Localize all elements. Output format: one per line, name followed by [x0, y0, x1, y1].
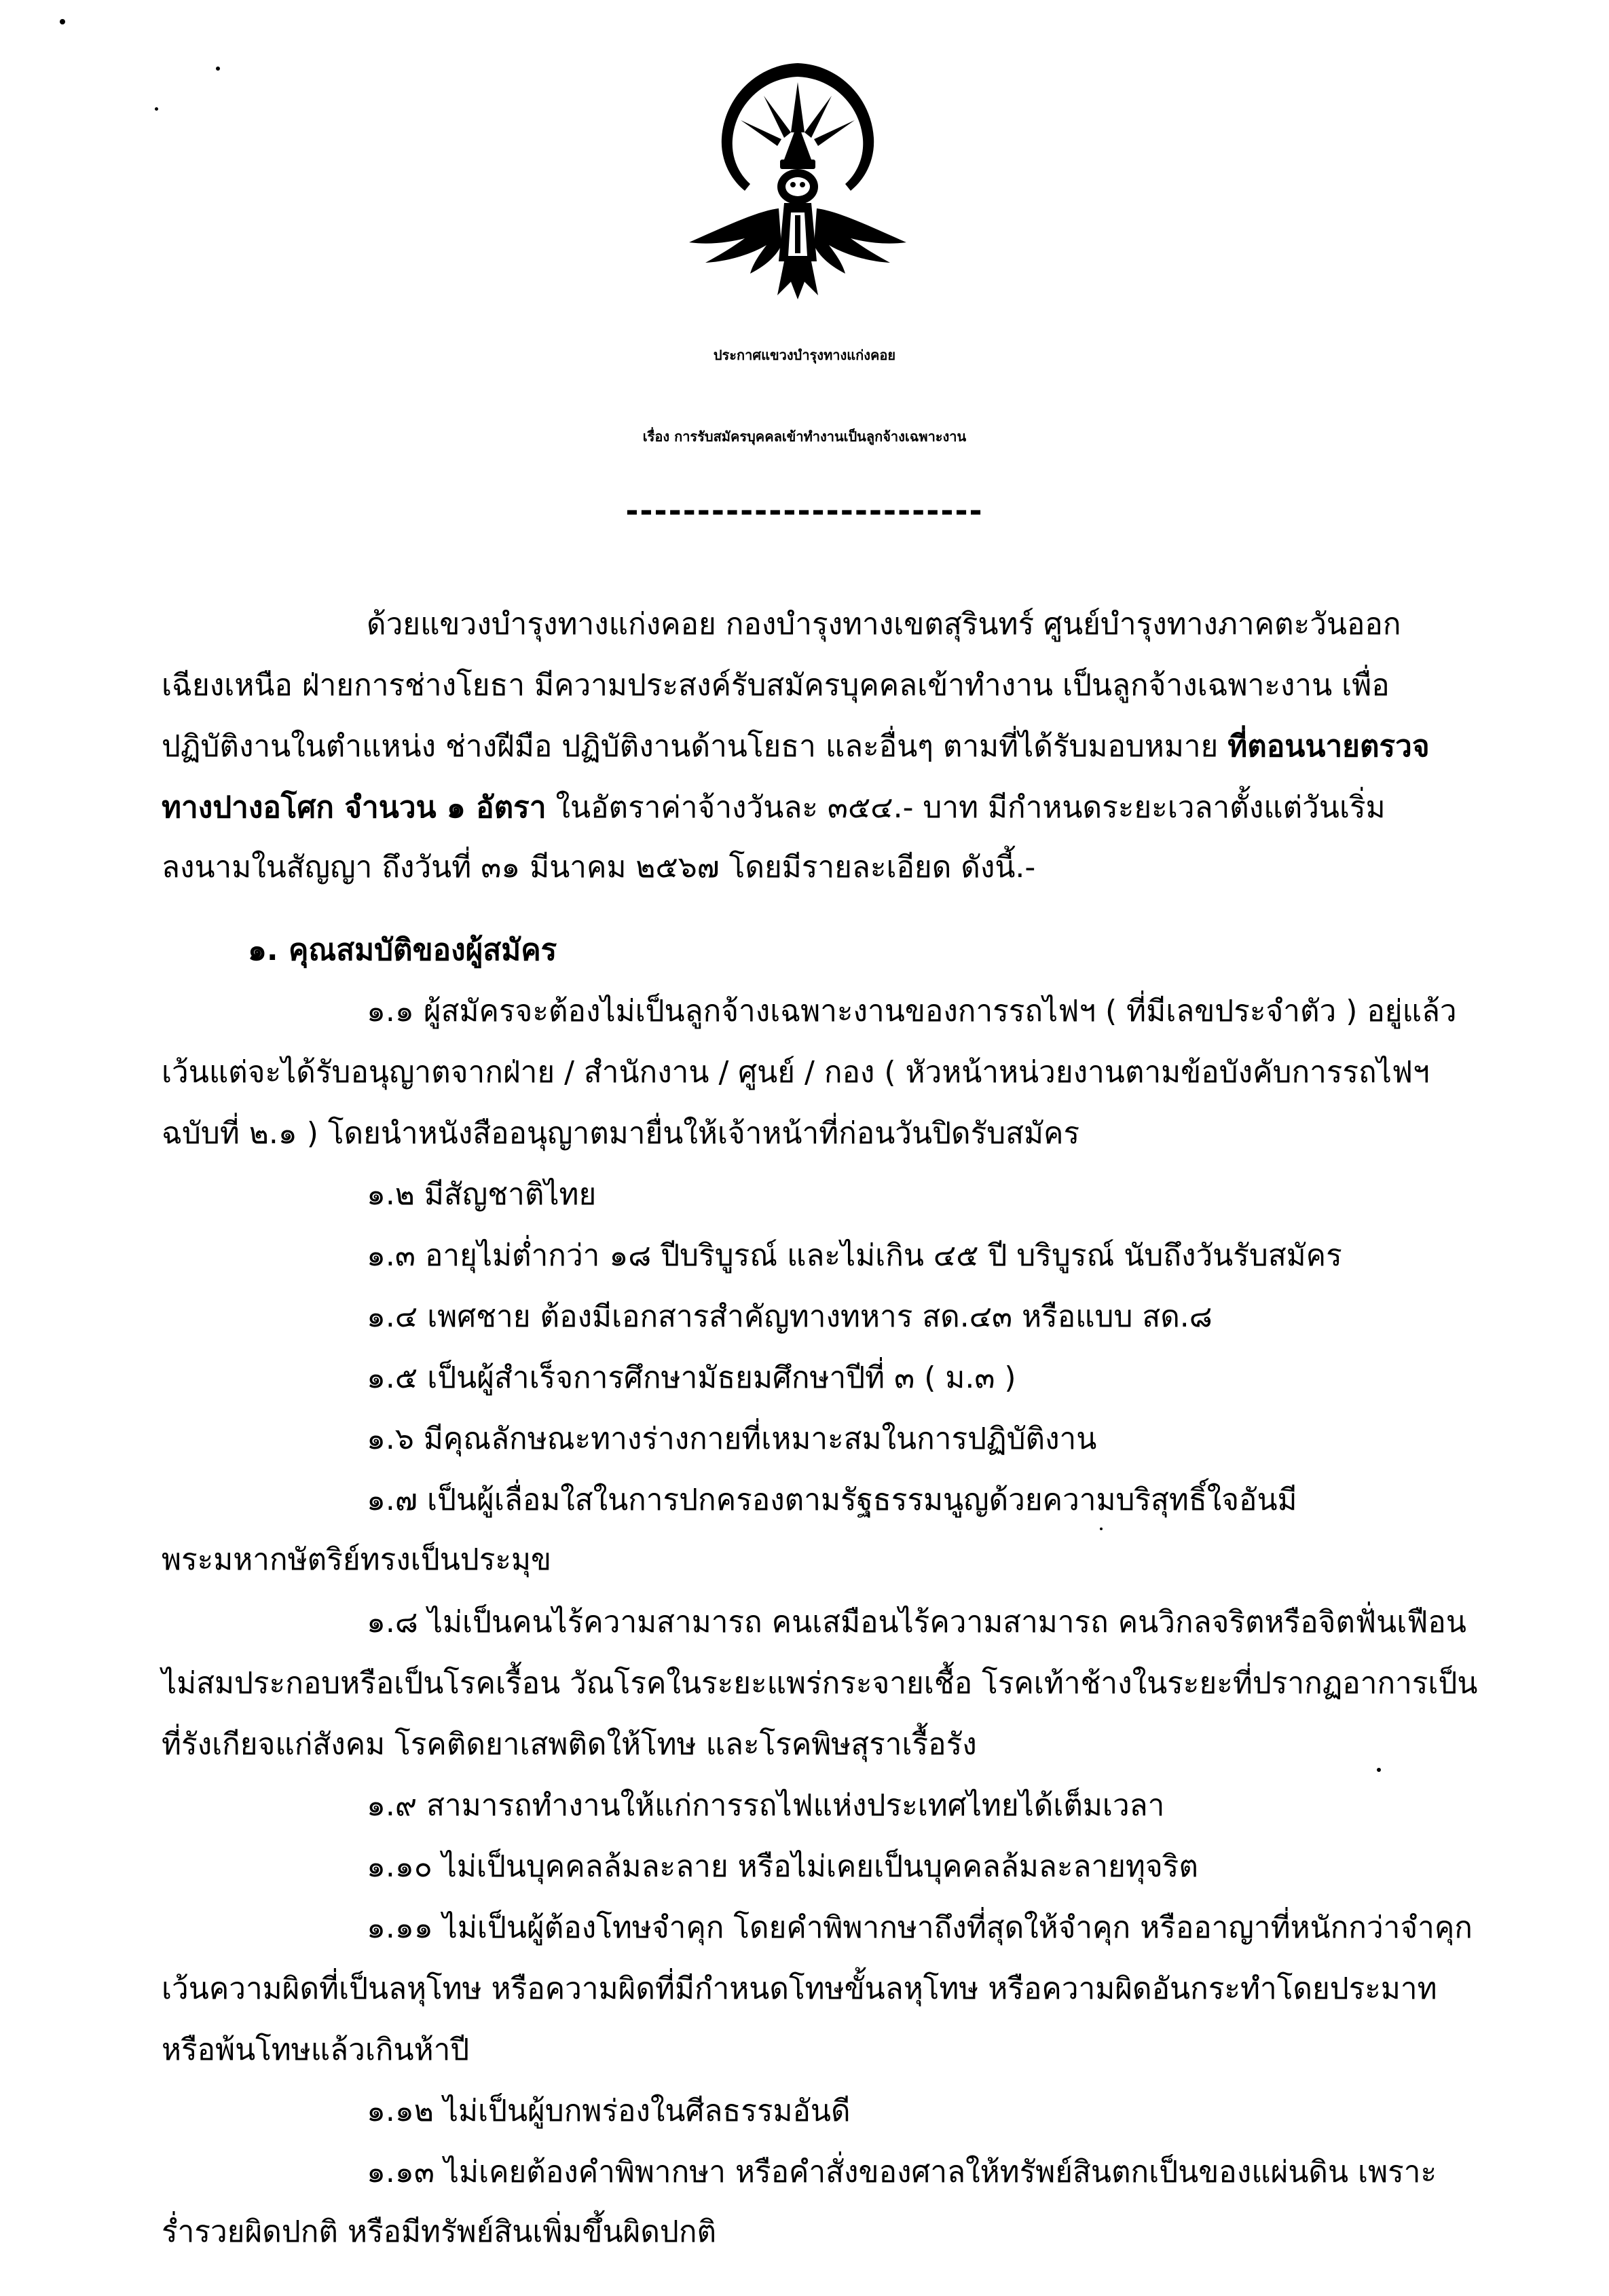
item-1-8-line-2: ไม่สมประกอบหรือเป็นโรคเรื้อน วัณโรคในระยะแพร่กระจายเชื้อ โรคเท้าช้างในระยะที่ปรากฏอาการเป็น	[162, 1666, 1478, 1701]
intro-line-3	[162, 726, 1430, 767]
item-1-1-line-1: ๑.๑ ผู้สมัครจะต้องไม่เป็นลูกจ้างเฉพาะงานของการรถไฟฯ ( ที่มีเลขประจำตัว ) อยู่แล้ว	[367, 994, 1457, 1029]
scan-speck	[1100, 1527, 1103, 1530]
item-1-9: ๑.๙ สามารถทำงานให้แก่การรถไฟแห่งประเทศไทยได้เต็มเวลา	[367, 1788, 1165, 1823]
state-railway-of-thailand-garuda-emblem-icon	[682, 58, 913, 302]
intro-line-2: เฉียงเหนือ ฝ่ายการช่างโยธา มีความประสงค์รับสมัครบุคคลเข้าทำงาน เป็นลูกจ้างเฉพาะงาน เพื่อ	[162, 668, 1390, 703]
item-1-8-line-1: ๑.๘ ไม่เป็นคนไร้ความสามารถ คนเสมือนไร้ความสามารถ คนวิกลจริตหรือจิตฟั่นเฟือน	[367, 1605, 1466, 1640]
item-1-13-line-2: ร่ำรวยผิดปกติ หรือมีทรัพย์สินเพิ่มขึ้นผิดปกติ	[162, 2215, 717, 2249]
item-1-7-line-2: พระมหากษัตริย์ทรงเป็นประมุข	[162, 1542, 552, 1577]
item-1-10: ๑.๑๐ ไม่เป็นบุคคลล้มละลาย หรือไม่เคยเป็นบุคคลล้มละลายทุจริต	[367, 1849, 1198, 1884]
intro-line-3-text: ปฏิบัติงานในตำแหน่ง ช่างฝีมือ ปฏิบัติงานด้านโยธา และอื่นๆ ตามที่ได้รับมอบหมาย	[162, 729, 1228, 764]
item-1-1-line-2: เว้นแต่จะได้รับอนุญาตจากฝ่าย / สำนักงาน / ศูนย์ / กอง ( หัวหน้าหน่วยงานตามข้อบังคับการรถไฟฯ	[162, 1055, 1430, 1090]
intro-line-4	[162, 788, 1386, 828]
position-count-bold-text: ทางปางอโศก จำนวน ๑ อัตรา	[162, 790, 547, 825]
section-1-heading: ๑. คุณสมบัติของผู้สมัคร	[248, 933, 557, 967]
item-1-8-line-3: ที่รังเกียจแก่สังคม โรคติดยาเสพติดให้โทษ และโรคพิษสุราเรื้อรัง	[162, 1727, 977, 1762]
wage-text: ในอัตราค่าจ้างวันละ ๓๕๔.- บาท มีกำหนดระยะเวลาตั้งแต่วันเริ่ม	[546, 790, 1386, 825]
item-1-1-line-3: ฉบับที่ ๒.๑ ) โดยนำหนังสืออนุญาตมายื่นให้เจ้าหน้าที่ก่อนวันปิดรับสมัคร	[162, 1116, 1080, 1151]
item-1-3: ๑.๓ อายุไม่ต่ำกว่า ๑๘ ปีบริบูรณ์ และไม่เกิน ๔๕ ปี บริบูรณ์ นับถึงวันรับสมัคร	[367, 1238, 1342, 1273]
intro-line-5: ลงนามในสัญญา ถึงวันที่ ๓๑ มีนาคม ๒๕๖๗ โดยมีรายละเอียด ดังนี้.-	[162, 850, 1036, 885]
workplace-bold-text: ที่ตอนนายตรวจ	[1227, 729, 1430, 764]
scan-speck	[60, 19, 65, 24]
announcement-title: ประกาศแขวงบำรุงทางแก่งคอย	[713, 347, 896, 363]
scan-speck	[216, 67, 220, 71]
announcement-subject: เรื่อง การรับสมัครบุคคลเข้าทำงานเป็นลูกจ้างเฉพาะงาน	[642, 428, 967, 445]
item-1-12: ๑.๑๒ ไม่เป็นผู้บกพร่องในศีลธรรมอันดี	[367, 2094, 851, 2128]
item-1-11-line-1: ๑.๑๑ ไม่เป็นผู้ต้องโทษจำคุก โดยคำพิพากษาถึงที่สุดให้จำคุก หรืออาญาที่หนักกว่าจำคุก	[367, 1910, 1473, 1945]
scan-speck	[155, 107, 158, 111]
item-1-11-line-3: หรือพ้นโทษแล้วเกินห้าปี	[162, 2033, 470, 2067]
item-1-13-line-1: ๑.๑๓ ไม่เคยต้องคำพิพากษา หรือคำสั่งของศาลให้ทรัพย์สินตกเป็นของแผ่นดิน เพราะ	[367, 2155, 1437, 2189]
intro-line-1: ด้วยแขวงบำรุงทางแก่งคอย กองบำรุงทางเขตสุรินทร์ ศูนย์บำรุงทางภาคตะวันออก	[367, 607, 1401, 642]
item-1-4: ๑.๔ เพศชาย ต้องมีเอกสารสำคัญทางทหาร สด.๔๓ หรือแบบ สด.๘	[367, 1299, 1213, 1334]
item-1-7-line-1: ๑.๗ เป็นผู้เลื่อมใสในการปกครองตามรัฐธรรมนูญด้วยความบริสุทธิ์ใจอันมี	[367, 1483, 1297, 1517]
scan-speck	[1377, 1768, 1381, 1772]
title-divider: -------------------------	[625, 492, 984, 529]
item-1-6: ๑.๖ มีคุณลักษณะทางร่างกายที่เหมาะสมในการปฏิบัติงาน	[367, 1422, 1097, 1456]
item-1-11-line-2: เว้นความผิดที่เป็นลหุโทษ หรือความผิดที่มีกำหนดโทษขั้นลหุโทษ หรือความผิดอันกระทำโดยประมาท	[162, 1971, 1437, 2006]
item-1-5: ๑.๕ เป็นผู้สำเร็จการศึกษามัธยมศึกษาปีที่ ๓ ( ม.๓ )	[367, 1360, 1016, 1395]
item-1-2: ๑.๒ มีสัญชาติไทย	[367, 1177, 597, 1212]
